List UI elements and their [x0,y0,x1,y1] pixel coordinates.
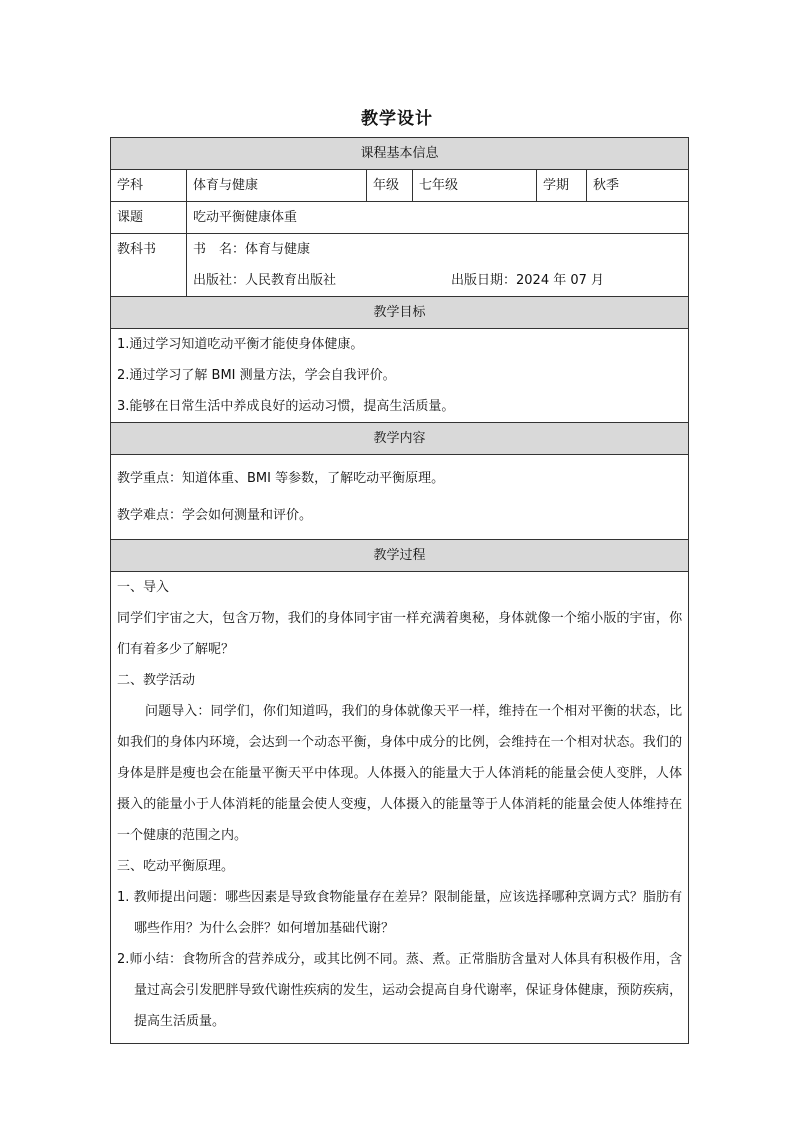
goal-item: 1.通过学习知道吃动平衡才能使身体健康。 [117,336,364,352]
activity-paragraph: 问题导入：同学们，你们知道吗，我们的身体就像天平一样，维持在一个相对平衡的状态，比如我们的身体内环境，会达到一个动态平衡，身体中成分的比例，会维持在一个相对状态。我们的身体是胖是瘦也会在能量平衡天平中体现。人体摄入的能量大于人体消耗的能量会使人变胖，人体摄入的能量小于人体消耗的能量会使人变瘦，人体摄入的能量等于人体消耗的能量会使人体维持在一个健康的范围之内。 [117,704,683,843]
topic-label: 课题 [111,202,187,234]
topic-value: 吃动平衡健康体重 [187,202,689,234]
subject-value: 体育与健康 [187,170,367,202]
goal-item: 3.能够在日常生活中养成良好的运动习惯，提高生活质量。 [117,398,455,414]
section-header-basic-info: 课程基本信息 [111,138,689,170]
section-header-goals: 教学目标 [111,297,689,329]
term-value: 秋季 [587,170,689,202]
goals-cell [111,329,689,423]
intro-paragraph: 同学们宇宙之大，包含万物，我们的身体同宇宙一样充满着奥秘，身体就像一个缩小版的宇宙，你们有着多少了解呢？ [117,611,683,657]
publish-date: 出版日期：2024 年 07 月 [451,272,605,288]
lesson-plan-table [110,137,689,1044]
grade-label: 年级 [367,170,413,202]
key-points: 教学重点：知道体重、BMI 等参数，了解吃动平衡原理。 [117,470,445,486]
textbook-info [187,234,689,297]
subject-label: 学科 [111,170,187,202]
principle-item-1: 1. 教师提出问题：哪些因素是导致食物能量存在差异？限制能量，应该选择哪种烹调方式？脂肪有哪些作用？为什么会胖？如何增加基础代谢？ [117,890,683,936]
book-name: 书 名：体育与健康 [193,241,311,257]
grade-value: 七年级 [413,170,537,202]
content-cell [111,455,689,540]
section-header-content: 教学内容 [111,423,689,455]
publisher-row [193,265,682,296]
goal-item: 2.通过学习了解 BMI 测量方法，学会自我评价。 [117,367,396,383]
heading-intro: 一、导入 [117,579,170,595]
heading-principle: 三、吃动平衡原理。 [117,858,235,874]
heading-activity: 二、教学活动 [117,672,196,688]
process-cell [111,572,689,1044]
textbook-label: 教科书 [111,234,187,297]
section-header-process: 教学过程 [111,540,689,572]
term-label: 学期 [537,170,587,202]
publisher: 出版社：人民教育出版社 [193,272,337,288]
page-title: 教学设计 [361,109,433,129]
difficulties: 教学难点：学会如何测量和评价。 [117,507,313,523]
principle-item-2: 2.师小结：食物所含的营养成分，或其比例不同。蒸、煮。正常脂肪含量对人体具有积极作用，含量过高会引发肥胖导致代谢性疾病的发生，运动会提高自身代谢率，保证身体健康，预防疾病，提高生活质量。 [117,952,683,1029]
